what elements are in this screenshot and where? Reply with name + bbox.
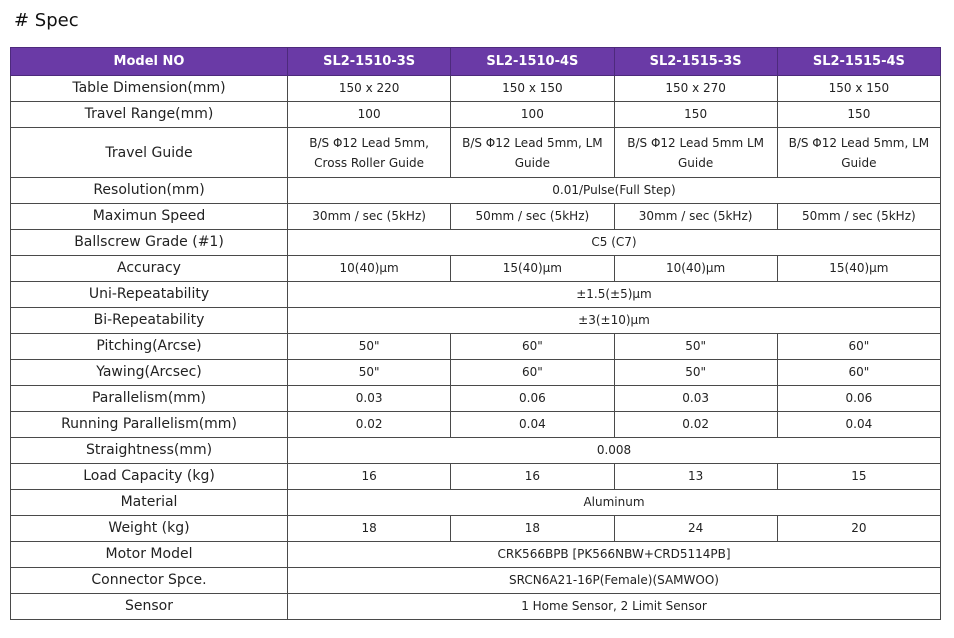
merged-value-cell: 1 Home Sensor, 2 Limit Sensor <box>288 594 941 620</box>
value-cell: 13 <box>614 464 777 490</box>
merged-value-cell: ±1.5(±5)µm <box>288 282 941 308</box>
row-label: Travel Range(mm) <box>11 102 288 128</box>
value-cell: 16 <box>451 464 614 490</box>
table-row <box>11 76 941 102</box>
row-label: Parallelism(mm) <box>11 386 288 412</box>
table-row <box>11 230 941 256</box>
value-cell: 20 <box>777 516 940 542</box>
table-row <box>11 204 941 230</box>
table-row <box>11 386 941 412</box>
row-label: Yawing(Arcsec) <box>11 360 288 386</box>
value-cell: 150 x 270 <box>614 76 777 102</box>
value-cell: B/S Φ12 Lead 5mm LM Guide <box>614 128 777 178</box>
header-cell-model: SL2-1515-4S <box>777 48 940 76</box>
table-row <box>11 594 941 620</box>
merged-value-cell: 0.01/Pulse(Full Step) <box>288 178 941 204</box>
row-label: Connector Spce. <box>11 568 288 594</box>
merged-value-cell: CRK566BPB [PK566NBW+CRD5114PB] <box>288 542 941 568</box>
row-label: Bi-Repeatability <box>11 308 288 334</box>
value-cell: 150 x 150 <box>451 76 614 102</box>
table-row <box>11 102 941 128</box>
table-row <box>11 256 941 282</box>
value-cell: 0.02 <box>288 412 451 438</box>
value-cell: 0.03 <box>614 386 777 412</box>
value-cell: 50" <box>288 360 451 386</box>
row-label: Pitching(Arcse) <box>11 334 288 360</box>
value-cell: 30mm / sec (5kHz) <box>614 204 777 230</box>
value-cell: 0.02 <box>614 412 777 438</box>
value-cell: 15(40)µm <box>777 256 940 282</box>
spec-table <box>10 47 941 620</box>
value-cell: 30mm / sec (5kHz) <box>288 204 451 230</box>
row-label: Straightness(mm) <box>11 438 288 464</box>
value-cell: 60" <box>451 334 614 360</box>
table-row <box>11 438 941 464</box>
header-cell-model: SL2-1510-3S <box>288 48 451 76</box>
value-cell: 0.03 <box>288 386 451 412</box>
value-cell: 15(40)µm <box>451 256 614 282</box>
row-label: Uni-Repeatability <box>11 282 288 308</box>
value-cell: 50" <box>614 334 777 360</box>
value-cell: 16 <box>288 464 451 490</box>
table-row <box>11 542 941 568</box>
page-title: # Spec <box>14 10 79 31</box>
value-cell: 60" <box>777 334 940 360</box>
table-row <box>11 568 941 594</box>
value-cell: 10(40)µm <box>288 256 451 282</box>
row-label: Table Dimension(mm) <box>11 76 288 102</box>
header-cell-model: SL2-1515-3S <box>614 48 777 76</box>
value-cell: 18 <box>451 516 614 542</box>
row-label: Load Capacity (kg) <box>11 464 288 490</box>
table-row <box>11 334 941 360</box>
value-cell: B/S Φ12 Lead 5mm, LM Guide <box>777 128 940 178</box>
row-label: Weight (kg) <box>11 516 288 542</box>
table-row <box>11 412 941 438</box>
table-row <box>11 360 941 386</box>
value-cell: 100 <box>288 102 451 128</box>
value-cell: 150 <box>614 102 777 128</box>
value-cell: 50" <box>288 334 451 360</box>
value-cell: 0.06 <box>451 386 614 412</box>
table-row <box>11 308 941 334</box>
value-cell: 60" <box>451 360 614 386</box>
row-label: Accuracy <box>11 256 288 282</box>
table-row <box>11 128 941 178</box>
value-cell: 0.04 <box>777 412 940 438</box>
table-row <box>11 178 941 204</box>
value-cell: 0.04 <box>451 412 614 438</box>
table-row <box>11 282 941 308</box>
value-cell: 50mm / sec (5kHz) <box>777 204 940 230</box>
row-label: Maximun Speed <box>11 204 288 230</box>
value-cell: B/S Φ12 Lead 5mm, Cross Roller Guide <box>288 128 451 178</box>
table-row <box>11 490 941 516</box>
value-cell: 50" <box>614 360 777 386</box>
row-label: Resolution(mm) <box>11 178 288 204</box>
value-cell: 24 <box>614 516 777 542</box>
value-cell: 150 x 220 <box>288 76 451 102</box>
row-label: Ballscrew Grade (#1) <box>11 230 288 256</box>
row-label: Sensor <box>11 594 288 620</box>
spec-table-header-row <box>11 48 941 76</box>
value-cell: 0.06 <box>777 386 940 412</box>
value-cell: 100 <box>451 102 614 128</box>
row-label: Running Parallelism(mm) <box>11 412 288 438</box>
value-cell: 150 x 150 <box>777 76 940 102</box>
value-cell: 150 <box>777 102 940 128</box>
merged-value-cell: C5 (C7) <box>288 230 941 256</box>
table-row <box>11 464 941 490</box>
merged-value-cell: 0.008 <box>288 438 941 464</box>
table-row <box>11 516 941 542</box>
spec-table-body <box>11 76 941 620</box>
value-cell: 15 <box>777 464 940 490</box>
merged-value-cell: SRCN6A21-16P(Female)(SAMWOO) <box>288 568 941 594</box>
merged-value-cell: Aluminum <box>288 490 941 516</box>
row-label: Travel Guide <box>11 128 288 178</box>
value-cell: 60" <box>777 360 940 386</box>
value-cell: B/S Φ12 Lead 5mm, LM Guide <box>451 128 614 178</box>
merged-value-cell: ±3(±10)µm <box>288 308 941 334</box>
row-label: Motor Model <box>11 542 288 568</box>
header-cell-model: SL2-1510-4S <box>451 48 614 76</box>
value-cell: 50mm / sec (5kHz) <box>451 204 614 230</box>
header-cell-model-no: Model NO <box>11 48 288 76</box>
value-cell: 10(40)µm <box>614 256 777 282</box>
value-cell: 18 <box>288 516 451 542</box>
row-label: Material <box>11 490 288 516</box>
